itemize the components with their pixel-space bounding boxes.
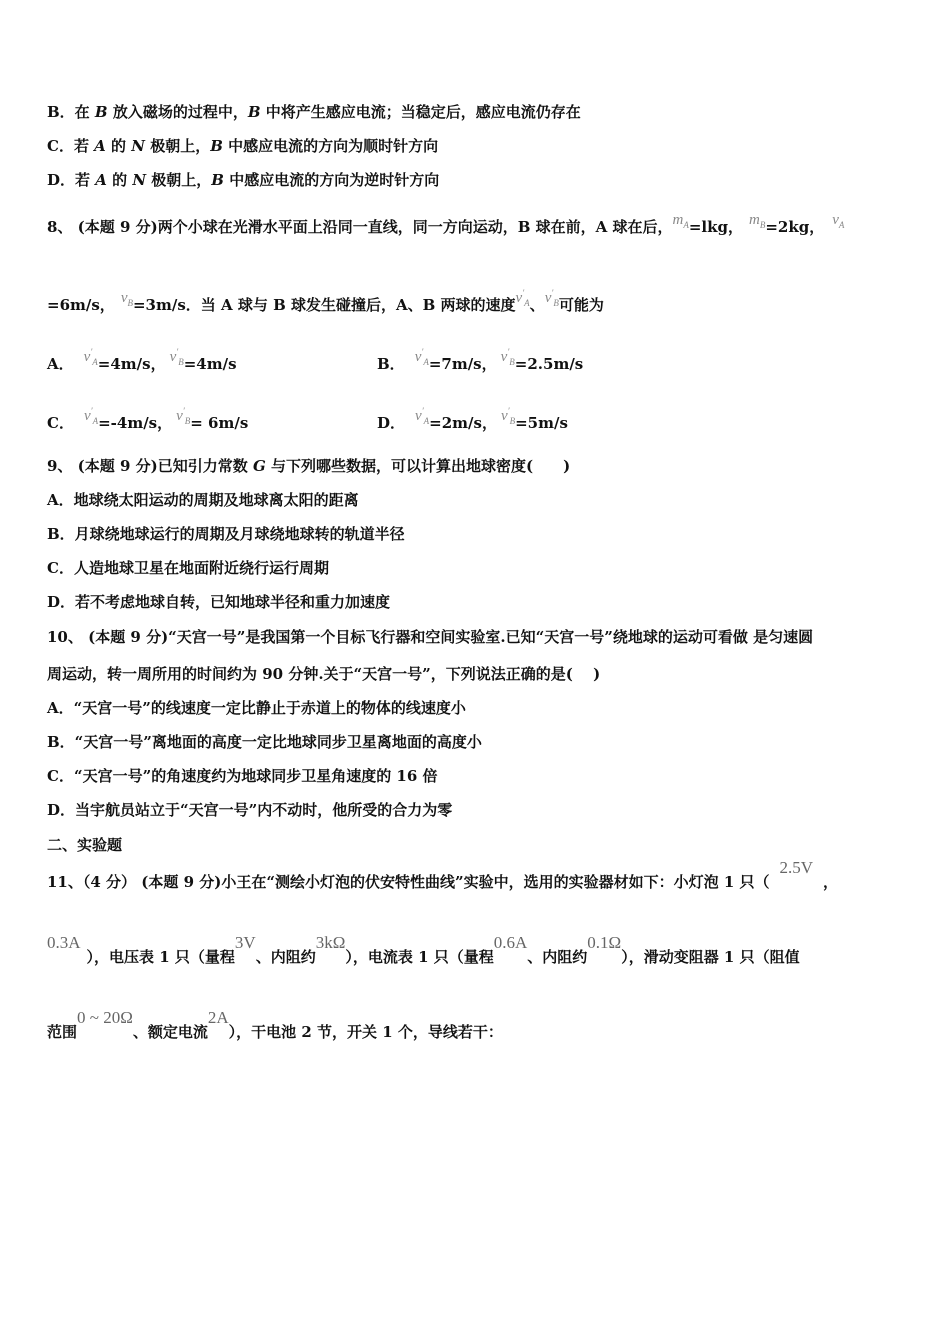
- velocity-b-prime-symbol: $v'_B$: [500, 347, 515, 367]
- q9-option-c: C．人造地球卫星在地面附近绕行运行周期: [47, 559, 329, 577]
- ammeter-resistance: 0.1Ω: [587, 933, 622, 952]
- option-label: C．若: [47, 137, 95, 155]
- option-label: C．: [47, 414, 74, 432]
- option-label: A．: [47, 355, 74, 373]
- question-text: ），滑动变阻器 1 只（阻值: [621, 948, 800, 966]
- question-text: 、内阻约: [527, 948, 588, 966]
- rheostat-current: 2A: [207, 1008, 229, 1027]
- q10-option-d: D．当宇航员站立于“天宫一号”内不动时，他所受的合力为零: [47, 801, 453, 819]
- q11-stem-line2: [47, 933, 800, 967]
- bulb-voltage: 2.5V: [779, 858, 814, 877]
- velocity-b-prime-symbol: $v'_B$: [500, 406, 516, 426]
- q10-stem-line1: 10、 (本题 9 分)“天宫一号”是我国第一个目标飞行器和空间实验室.已知“天宫一号”绕地球的运动可看做 是匀速圆: [47, 628, 814, 646]
- option-value: =5m/s: [515, 414, 568, 432]
- mass-a-symbol: $m_A$: [672, 212, 689, 230]
- separator: 、: [529, 296, 545, 314]
- text: 放入磁场的过程中，: [107, 103, 248, 121]
- question-text: ），电压表 1 只（量程: [86, 948, 235, 966]
- text: 中感应电流的方向为逆时针方向: [223, 171, 440, 189]
- q9-option-a: A．地球绕太阳运动的周期及地球离太阳的距离: [47, 491, 359, 509]
- question-text: 、额定电流: [132, 1023, 208, 1041]
- text: 中将产生感应电流；当稳定后，感应电流仍存在: [260, 103, 581, 121]
- comma: ，: [823, 873, 839, 891]
- velocity-a-symbol: $v_A$: [832, 212, 845, 230]
- question-text: 11、（4 分） (本题 9 分)小王在“测绘小灯泡的伏安特性曲线”实验中，选用的实验器材如下：小灯泡 1 只（: [47, 873, 770, 891]
- text: 的: [105, 137, 132, 155]
- option-label: D．: [377, 414, 406, 432]
- q8-options-row1: [47, 347, 907, 380]
- option-value: =2.5m/s: [514, 355, 584, 373]
- velocity-b-value: =3m/s．当 A 球与 B 球发生碰撞后，A、B 两球的速度: [132, 296, 516, 314]
- q8-option-c: [47, 406, 249, 432]
- question-text-end: 可能为: [558, 296, 604, 314]
- velocity-a-prime-symbol: $v'_A$: [83, 406, 99, 426]
- question-text: 与下列哪些数据，可以计算出地球密度( ): [265, 457, 571, 475]
- q11-stem-line1: [47, 858, 839, 892]
- velocity-b-symbol: $v_B$: [120, 290, 133, 308]
- variable: B: [210, 137, 223, 155]
- text: 的: [106, 171, 133, 189]
- option-value: =4m/s: [183, 355, 237, 373]
- question-text: ），干电池 2 节，开关 1 个，导线若干：: [228, 1023, 503, 1041]
- option-label: B．: [377, 355, 405, 373]
- q7-option-d: [47, 170, 439, 190]
- q10-stem-line2: 周运动，转一周所用的时间约为 90 分钟.关于“天宫一号”，下列说法正确的是( ): [47, 665, 601, 683]
- option-label: B．在: [47, 103, 95, 121]
- option-value: =7m/s，: [428, 355, 497, 373]
- mass-b-value: =2kg，: [765, 218, 825, 236]
- velocity-a-value: =6m/s，: [47, 296, 115, 314]
- voltmeter-resistance: 3kΩ: [315, 933, 346, 952]
- option-label: D．若: [47, 171, 96, 189]
- variable: B: [94, 103, 108, 121]
- mass-b-symbol: $m_B$: [749, 212, 766, 230]
- q8-stem-line1: [47, 212, 845, 243]
- q8-option-d: [377, 406, 568, 439]
- question-text: ），电流表 1 只（量程: [345, 948, 494, 966]
- velocity-b-prime-symbol: $v'_B$: [544, 288, 559, 308]
- variable: A: [94, 137, 106, 155]
- q8-option-a: [47, 347, 237, 373]
- q7-option-b: [47, 102, 581, 122]
- velocity-a-prime-symbol: $v'_A$: [83, 347, 98, 367]
- q9-option-d: D．若不考虑地球自转，已知地球半径和重力加速度: [47, 593, 391, 611]
- q8-option-b: [377, 347, 584, 380]
- velocity-a-prime-symbol: $v'_A$: [515, 288, 530, 308]
- text: 中感应电流的方向为顺时针方向: [222, 137, 439, 155]
- q10-option-a: A．“天宫一号”的线速度一定比静止于赤道上的物体的线速度小: [47, 699, 466, 717]
- rheostat-range: 0 ~ 20Ω: [77, 1008, 133, 1027]
- option-value: =-4m/s，: [98, 414, 173, 432]
- bulb-current: 0.3A: [47, 933, 81, 952]
- ammeter-range: 0.6A: [493, 933, 528, 952]
- q8-options-row2: [47, 406, 907, 439]
- velocity-b-prime-symbol: $v'_B$: [176, 406, 191, 426]
- q10-option-b: B．“天宫一号”离地面的高度一定比地球同步卫星离地面的高度小: [47, 733, 482, 751]
- variable: G: [252, 457, 266, 475]
- q9-stem: [47, 456, 570, 476]
- variable: B: [247, 103, 261, 121]
- voltmeter-range: 3V: [234, 933, 256, 952]
- option-value: = 6m/s: [190, 414, 249, 432]
- variable: N: [131, 137, 145, 155]
- question-text: 范围: [47, 1023, 78, 1041]
- question-text: 9、 (本题 9 分)已知引力常数: [47, 457, 253, 475]
- q9-option-b: B．月球绕地球运行的周期及月球绕地球转的轨道半径: [47, 525, 405, 543]
- option-value: =4m/s，: [97, 355, 166, 373]
- variable: B: [211, 171, 224, 189]
- question-text: 8、 (本题 9 分)两个小球在光滑水平面上沿同一直线，同一方向运动，B 球在前，A 球在后，: [47, 218, 673, 236]
- mass-a-value: =lkg，: [688, 218, 743, 236]
- q11-stem-line3: [47, 1008, 503, 1042]
- text: 极朝上，: [146, 171, 212, 189]
- variable: N: [132, 171, 147, 189]
- velocity-b-prime-symbol: $v'_B$: [169, 347, 184, 367]
- q10-option-c: C．“天宫一号”的角速度约为地球同步卫星角速度的 16 倍: [47, 767, 438, 785]
- section-heading: 二、实验题: [47, 836, 123, 854]
- option-value: =2m/s，: [429, 414, 497, 432]
- variable: A: [95, 171, 107, 189]
- velocity-a-prime-symbol: $v'_A$: [414, 347, 429, 367]
- question-text: 、内阻约: [255, 948, 316, 966]
- q7-option-c: [47, 136, 438, 156]
- q8-stem-line2: [47, 288, 604, 321]
- text: 极朝上，: [144, 137, 211, 155]
- velocity-a-prime-symbol: $v'_A$: [415, 406, 430, 426]
